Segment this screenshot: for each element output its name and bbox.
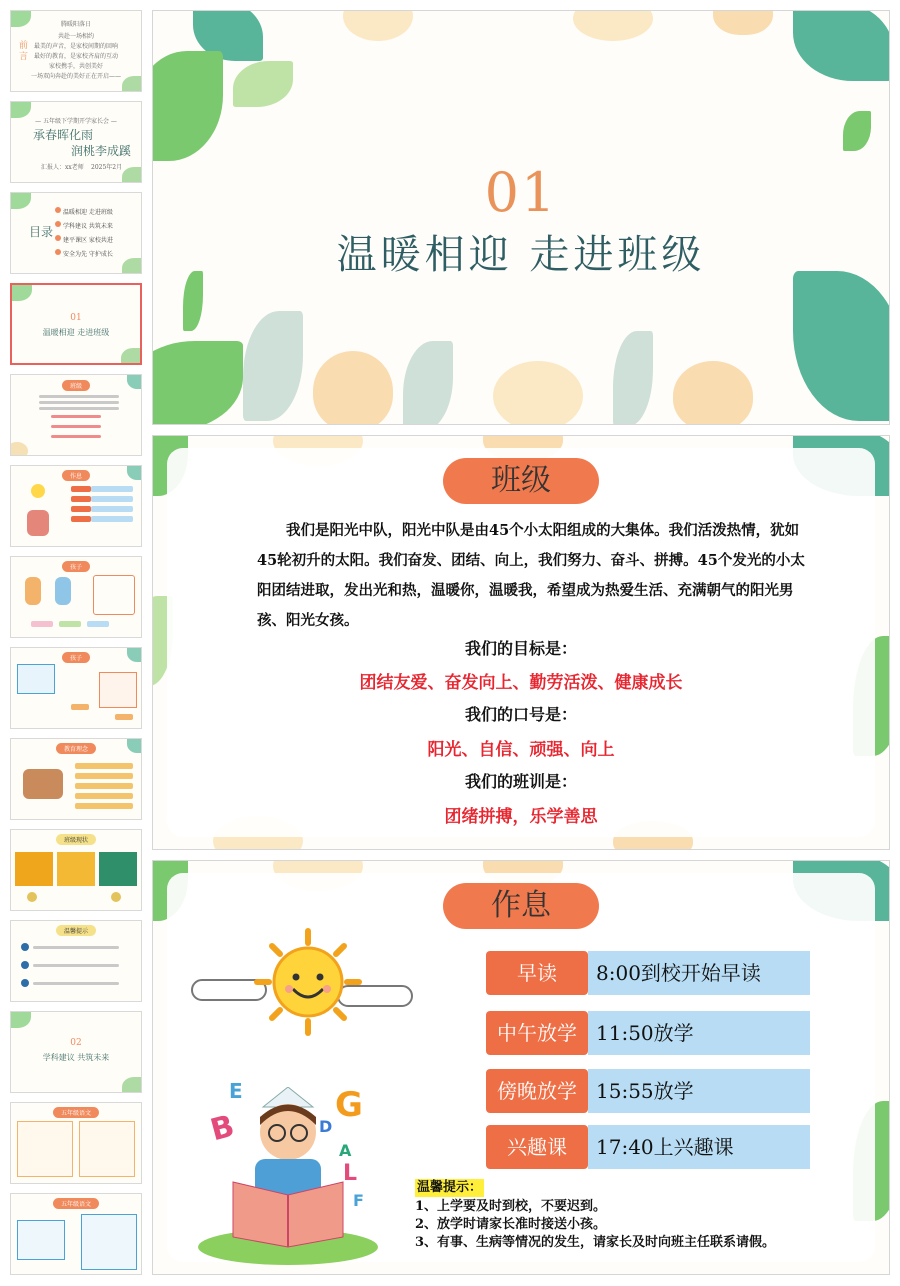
leaf-icon <box>843 111 871 151</box>
slide-thumbnail-6[interactable] <box>10 465 142 547</box>
thumb-text: 家校携手，共创美好 <box>48 63 103 70</box>
bullet-icon <box>55 249 61 255</box>
slide-heading: 作息 <box>443 883 599 929</box>
thumb-text: 腾暖阳落日 <box>60 21 91 28</box>
slide-thumbnail-7[interactable] <box>10 556 142 638</box>
slide-schedule <box>152 860 890 1275</box>
thumb-text: 温暖相迎 走进班级 <box>63 209 113 216</box>
slide-thumbnail-4[interactable] <box>10 283 142 365</box>
section-title: 温暖相迎 走进班级 <box>336 232 706 278</box>
letter-decoration: A <box>339 1141 352 1160</box>
leaf-decoration <box>127 374 142 389</box>
thumb-title: 教育理念 <box>56 743 96 754</box>
leaf-decoration <box>121 348 142 365</box>
thumb-title: 润桃李成蹊 <box>71 144 132 158</box>
thumb-title: 前言 <box>19 41 29 62</box>
reading-kid-illustration <box>27 510 49 536</box>
sun-icon <box>31 484 45 498</box>
thumb-text: 最美的声音，是家校间期的回响 <box>33 43 118 50</box>
class-description: 我们是阳光中队，阳光中队是由45个小太阳组成的大集体。我们活泼热情，犹如45轮初升的太阳。我们奋发、团结、向上，我们努力、奋斗、拼搏。45个发光的小太阳团结进取，发出光和热，温暖你，温暖我，希望成为热爱生活、充满朝气的阳光男孩、阳光女孩。 <box>257 522 805 629</box>
slide-thumbnail-3[interactable] <box>10 192 142 274</box>
slide-section-title <box>152 10 890 425</box>
leaf-decoration <box>127 738 142 753</box>
family-illustration <box>23 769 63 799</box>
tips-box <box>415 1179 875 1252</box>
schedule-label: 中午放学 <box>486 1011 588 1055</box>
bullet-icon <box>55 235 61 241</box>
schedule-label: 兴趣课 <box>486 1125 588 1169</box>
thumb-title: 五年级语文 <box>53 1107 99 1118</box>
slide-heading: 班级 <box>443 458 599 504</box>
thumb-title: 承春晖化雨 <box>33 128 94 142</box>
child-illustration <box>25 577 41 605</box>
thumb-text: 汇报人：xx老师 <box>41 164 84 171</box>
letter-decoration: D <box>319 1117 333 1136</box>
leaf-decoration <box>122 1077 142 1093</box>
thumb-text: 最好的教育，是家校齐肩的互动 <box>33 53 118 60</box>
thumb-title: 学科建议 共筑未来 <box>42 1053 110 1062</box>
schedule-value: 17:40上兴趣课 <box>588 1125 810 1169</box>
letter-decoration: L <box>343 1161 358 1186</box>
schedule-value: 15:55放学 <box>588 1069 810 1113</box>
schedule-value: 11:50放学 <box>588 1011 810 1055</box>
leaf-decoration <box>10 283 32 301</box>
bullet-icon <box>55 221 61 227</box>
thumb-text: 一场双向奔赴的美好正在开启—— <box>30 73 121 80</box>
leaf-decoration <box>122 167 142 183</box>
slide-thumbnail-panel <box>0 0 150 1286</box>
letter-decoration: B <box>206 1108 239 1149</box>
slogan-text: 阳光、自信、顽强、向上 <box>427 740 615 760</box>
slide-thumbnail-14[interactable] <box>10 1193 142 1275</box>
tips-title: 温馨提示： <box>417 1180 483 1195</box>
thumb-text: 共赴一场相约 <box>57 33 94 40</box>
child-illustration <box>55 577 71 605</box>
thumb-number: 02 <box>70 1038 82 1048</box>
slide-thumbnail-11[interactable] <box>10 920 142 1002</box>
leaf-decoration <box>127 465 142 480</box>
thumb-title: 温暖相迎 走进班级 <box>42 328 110 337</box>
thumb-text: 2025年2月 <box>91 164 123 171</box>
slide-thumbnail-2[interactable] <box>10 101 142 183</box>
schedule-label: 傍晚放学 <box>486 1069 588 1113</box>
leaf-icon <box>183 271 203 331</box>
tip-item: 1、上学要及时到校，不要迟到。 <box>415 1199 607 1214</box>
slide-thumbnail-1[interactable] <box>10 10 142 92</box>
slide-thumbnail-5[interactable] <box>10 374 142 456</box>
thumb-text: 建平课区 家校共进 <box>63 237 113 244</box>
schedule-label: 早读 <box>486 951 588 995</box>
slide-thumbnail-9[interactable] <box>10 738 142 820</box>
leaf-decoration <box>10 192 31 209</box>
slide-thumbnail-8[interactable] <box>10 647 142 729</box>
motto-text: 团绪拼搏，乐学善思 <box>444 807 598 827</box>
section-number: 01 <box>484 161 558 224</box>
letter-decoration: F <box>353 1191 364 1210</box>
slide-thumbnail-12[interactable] <box>10 1011 142 1093</box>
thumb-title: 作息 <box>62 470 90 481</box>
thumb-title: 孩子 <box>62 561 90 572</box>
schedule-value: 8:00到校开始早读 <box>588 951 810 995</box>
leaf-decoration <box>127 647 142 662</box>
slide-thumbnail-13[interactable] <box>10 1102 142 1184</box>
thumb-title: 孩子 <box>62 652 90 663</box>
tip-item: 3、有事、生病等情况的发生，请家长及时向班主任联系请假。 <box>415 1235 776 1250</box>
leaf-decoration <box>10 442 28 456</box>
leaf-decoration <box>122 258 142 274</box>
thumb-title: 班级现状 <box>56 834 96 845</box>
motto-label: 我们的班训是： <box>464 772 577 791</box>
thumb-title: 目录 <box>29 225 54 239</box>
tip-item: 2、放学时请家长准时接送小孩。 <box>415 1217 607 1232</box>
thumb-title: 温馨提示 <box>56 925 96 936</box>
letter-decoration: E <box>229 1079 243 1103</box>
thumb-text: 学科建议 共筑未来 <box>63 223 113 230</box>
letter-decoration: G <box>335 1085 363 1125</box>
slide-class-intro <box>152 435 890 850</box>
slide-thumbnail-10[interactable] <box>10 829 142 911</box>
thumb-title: 五年级语文 <box>53 1198 99 1209</box>
slogan-label: 我们的口号是： <box>464 705 577 724</box>
thumb-text: 安全为先 守护成长 <box>63 251 113 258</box>
thumb-title: 班级 <box>62 380 90 391</box>
sun-icon <box>253 927 363 1037</box>
leaf-decoration <box>10 1011 31 1028</box>
thumb-text: — 五年级下学期开学家长会 — <box>35 118 117 125</box>
goal-label: 我们的目标是： <box>464 639 577 658</box>
goal-text: 团结友爱、奋发向上、勤劳活泼、健康成长 <box>359 673 683 693</box>
bullet-icon <box>55 207 61 213</box>
thumb-number: 01 <box>70 313 82 323</box>
